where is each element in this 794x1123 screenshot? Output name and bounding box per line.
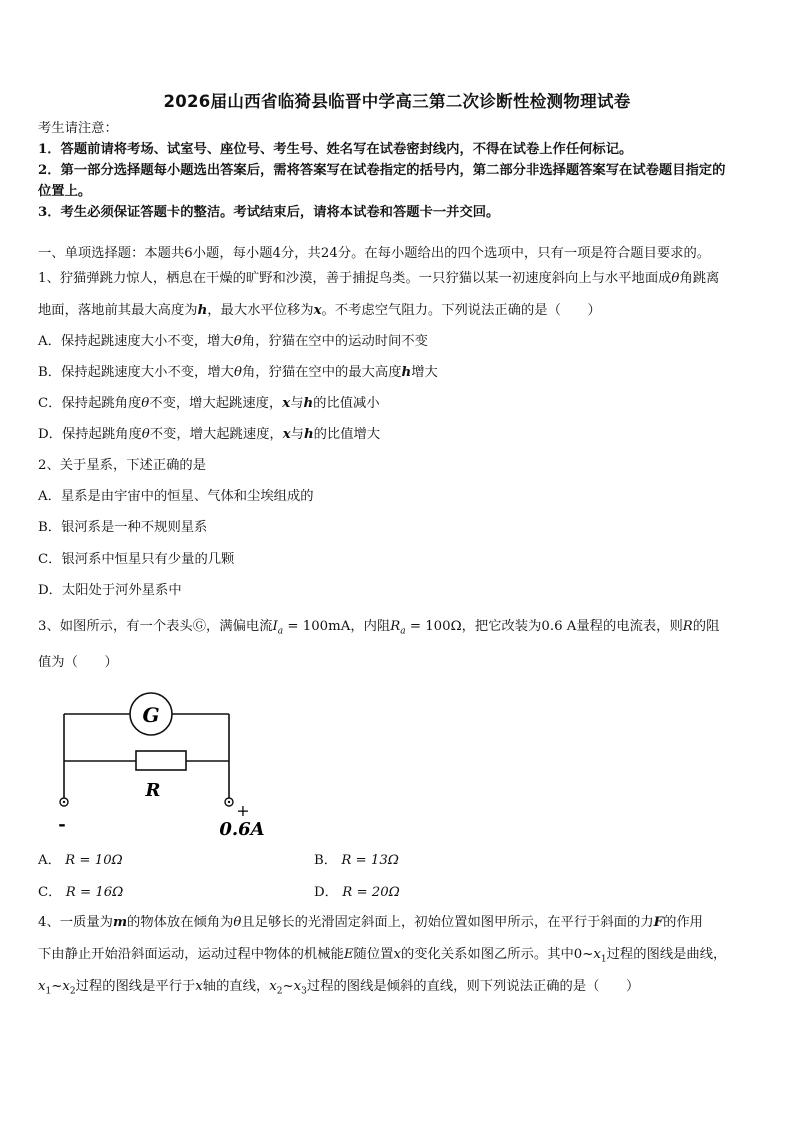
q4-stem-line-2: 下由静止开始沿斜面运动，运动过程中物体的机械能E随位置x的变化关系如图乙所示。其中$0\sim x_1$过程的图线是曲线，	[38, 947, 727, 965]
q3-stem-line-2: 值为（ ）	[38, 655, 118, 670]
q2-option-a[interactable]: A．星系是由宇宙中的恒星、气体和尘埃组成的	[38, 489, 314, 504]
q1-option-c[interactable]: C．保持起跳角度θ不变，增大起跳速度，x与h的比值减小	[38, 396, 380, 411]
notice-item-1: 1．答题前请将考场、试室号、座位号、考生号、姓名写在试卷密封线内，不得在试卷上作任何标记。	[38, 142, 633, 157]
q2-option-d[interactable]: D．太阳处于河外星系中	[38, 583, 182, 598]
terminal-minus-dot	[63, 801, 65, 803]
q1-stem-line-1: 1、狞猫弹跳力惊人，栖息在干燥的旷野和沙漠，善于捕捉鸟类。一只狞猫以某一初速度斜向上与水平地面成θ角跳离	[38, 271, 720, 286]
q3-option-c[interactable]: C． R = 16Ω	[38, 885, 124, 900]
exam-title: 2026届山西省临猗县临晋中学高三第二次诊断性检测物理试卷	[163, 92, 631, 111]
q2-option-b[interactable]: B．银河系是一种不规则星系	[38, 520, 208, 535]
q1-option-b[interactable]: B．保持起跳速度大小不变，增大θ角，狞猫在空中的最大高度h增大	[38, 365, 438, 380]
q2-option-c[interactable]: C．银河系中恒星只有少量的几颗	[38, 552, 235, 567]
galvanometer-label: G	[142, 703, 160, 727]
circuit-diagram	[52, 690, 292, 840]
q1-stem-line-2: 地面，落地前其最大高度为h，最大水平位移为x。不考虑空气阻力。下列说法正确的是（ ）	[38, 303, 601, 318]
q4-stem-line-3: $x_1\sim x_2$过程的图线是平行于x轴的直线，$x_2\sim x_3$过程的图线是倾斜的直线，则下列说法正确的是（ ）	[38, 979, 640, 997]
range-label: 0.6A	[219, 819, 265, 840]
resistor-label: R	[145, 780, 161, 801]
q1-option-a[interactable]: A．保持起跳速度大小不变，增大θ角，狞猫在空中的运动时间不变	[38, 334, 428, 349]
resistor-symbol	[136, 751, 186, 770]
notice-item-2-cont: 位置上。	[38, 184, 92, 199]
q1-option-d[interactable]: D．保持起跳角度θ不变，增大起跳速度，x与h的比值增大	[38, 427, 381, 442]
notice-item-2: 2．第一部分选择题每小题选出答案后，需将答案写在试卷指定的括号内，第二部分非选择题答案写在试卷题目指定的	[38, 163, 726, 178]
q3-stem-line-1: 3、如图所示，有一个表头Ⓖ，满偏电流$I_a = 100mA$，内阻$R_a = 100\Omega$，把它改装为0.6 A量程的电流表，则R的阻	[38, 619, 720, 637]
plus-sign: +	[236, 801, 250, 820]
q3-option-b[interactable]: B． R = 13Ω	[314, 853, 399, 868]
q3-option-a[interactable]: A． R = 10Ω	[38, 853, 123, 868]
section-heading: 一、单项选择题：本题共6小题，每小题4分，共24分。在每小题给出的四个选项中，只有一项是符合题目要求的。	[38, 246, 711, 261]
notice-heading: 考生请注意：	[38, 121, 118, 136]
minus-sign: -	[58, 814, 66, 835]
q4-stem-line-1: 4、一质量为m的物体放在倾角为θ且足够长的光滑固定斜面上，初始位置如图甲所示，在平行于斜面的力F的作用	[38, 915, 703, 930]
q2-stem: 2、关于星系，下述正确的是	[38, 458, 207, 473]
notice-item-3: 3．考生必须保证答题卡的整洁。考试结束后，请将本试卷和答题卡一并交回。	[38, 205, 500, 220]
terminal-plus-dot	[228, 801, 230, 803]
q3-option-d[interactable]: D． R = 20Ω	[314, 885, 400, 900]
